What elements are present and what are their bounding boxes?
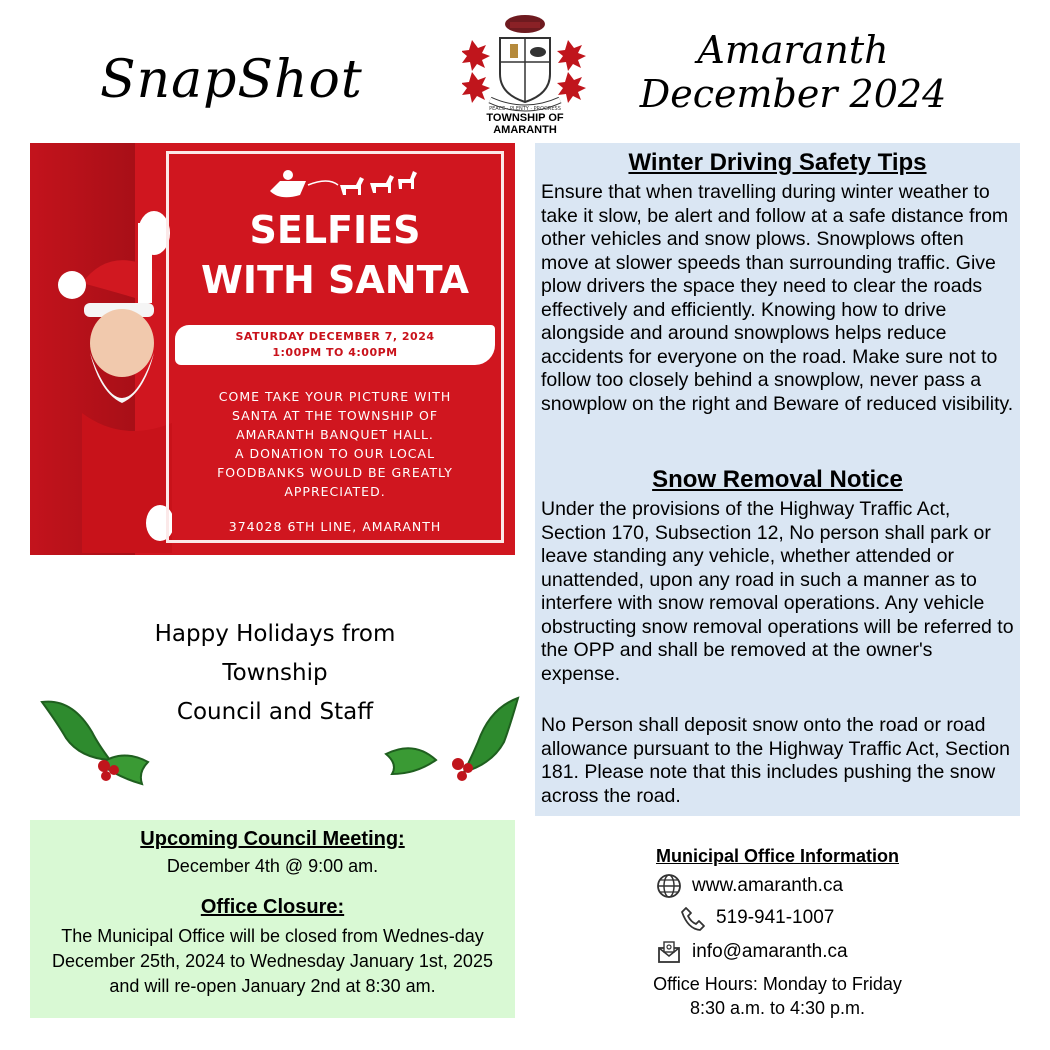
poster-date-day: SATURDAY DECEMBER 7, 2024 <box>235 330 435 343</box>
poster-address: 374028 6TH LINE, AMARANTH <box>228 519 442 534</box>
poster-line: AMARANTH BANQUET HALL. <box>236 427 434 442</box>
office-closure-text: The Municipal Office will be closed from Wednes-day December 25th, 2024 to Wednesday January 1st, 2025 and will re-open January 2nd at 8:30 am. <box>52 926 493 996</box>
safety-notices-panel <box>535 143 1020 816</box>
poster-date <box>175 329 495 361</box>
selfies-with-santa-poster <box>30 143 515 555</box>
poster-description <box>180 387 490 501</box>
office-hours-times: 8:30 a.m. to 4:30 p.m. <box>689 998 866 1018</box>
snow-deposit-text: No Person shall deposit snow onto the road or road allowance pursuant to the Highway Traffic Act, Section 181. Please note that this includes pushing the snow across the road. <box>541 714 1010 807</box>
newsletter-title: SnapShot <box>100 50 363 110</box>
globe-icon <box>656 873 682 899</box>
santa-illustration <box>42 203 172 553</box>
poster-title <box>180 205 490 305</box>
website-link[interactable]: www.amaranth.ca <box>692 875 844 896</box>
office-hours <box>560 972 995 1020</box>
issue-title-date: December 2024 <box>639 72 947 116</box>
website-row <box>656 873 843 899</box>
email-icon <box>656 939 682 965</box>
council-meeting-heading: Upcoming Council Meeting: <box>140 828 405 850</box>
phone-number[interactable]: 519-941-1007 <box>716 907 835 928</box>
poster-line: A DONATION TO OUR LOCAL <box>234 446 436 461</box>
poster-title-line1: SELFIES <box>249 208 421 252</box>
holly-left-icon <box>38 690 178 800</box>
council-meeting-date: December 4th @ 9:00 am. <box>166 856 379 876</box>
council-notices-panel <box>30 820 515 1018</box>
poster-line: COME TAKE YOUR PICTURE WITH <box>218 389 452 404</box>
holly-right-icon <box>382 690 522 800</box>
email-row <box>656 939 848 965</box>
issue-title <box>628 28 958 116</box>
winter-driving-heading: Winter Driving Safety Tips <box>628 149 927 176</box>
holiday-line: Happy Holidays from <box>154 621 396 647</box>
office-closure-heading: Office Closure: <box>200 896 345 918</box>
office-info-heading: Municipal Office Information <box>655 846 899 866</box>
snow-removal-heading: Snow Removal Notice <box>652 466 903 493</box>
holiday-line: Township <box>222 660 328 686</box>
office-hours-days: Office Hours: Monday to Friday <box>653 974 902 994</box>
phone-row <box>680 905 834 931</box>
poster-line: FOODBANKS WOULD BE GREATLY <box>217 465 453 480</box>
poster-line: SANTA AT THE TOWNSHIP OF <box>231 408 439 423</box>
poster-title-line2: WITH SANTA <box>201 258 469 302</box>
winter-driving-text: Ensure that when travelling during winter weather to take it slow, be alert and follow at a safe distance from other vehicles and snow plows. Snowplows often move at slower speeds than surrounding traffic. Give plow drivers the space they need to clear the roads effectively and efficiently. Knowing how to drive alongside and around snowplows helps reduce accidents for everyone on the road. Make sure not to follow too closely behind a snowplow, never pass a snowplow on the right and Beware of reduced visibility. <box>541 181 1014 415</box>
issue-title-township: Amaranth <box>697 28 889 72</box>
sleigh-reindeer-icon <box>268 161 418 203</box>
phone-icon <box>680 905 706 931</box>
poster-date-time: 1:00PM TO 4:00PM <box>272 346 398 359</box>
crest-motto: PEACE · PLENTY · PROGRESS <box>489 106 561 112</box>
email-link[interactable]: info@amaranth.ca <box>692 941 848 962</box>
poster-line: APPRECIATED. <box>284 484 386 499</box>
holiday-line: Council and Staff <box>176 699 374 725</box>
crest-caption: TOWNSHIP OF AMARANTH <box>486 112 564 136</box>
snow-removal-text: Under the provisions of the Highway Traffic Act, Section 170, Subsection 12, No person shall park or leave standing any vehicle, whether attended or unattended, upon any road in such a manner as to interfere with snow removal operations. Any vehicle obstructing snow removal operations will be referred to the OPP and shall be removed at the owner's expense. <box>541 498 1014 685</box>
